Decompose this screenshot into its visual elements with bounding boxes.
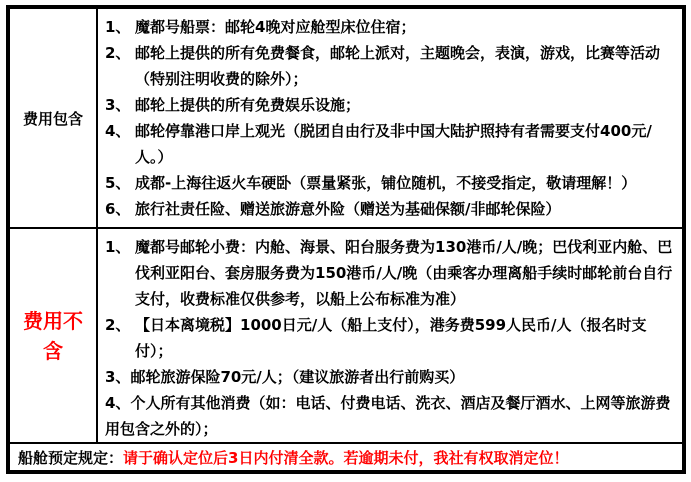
included-item-3 bbox=[105, 92, 674, 118]
excluded-row bbox=[10, 229, 682, 444]
included-item-4 bbox=[105, 118, 674, 170]
item-number: 4、 bbox=[105, 122, 131, 140]
item-number: 1、 bbox=[105, 18, 131, 36]
item-text: 个人所有其他消费（如：电话、付费电话、洗衣、酒店及餐厅酒水、上网等旅游费用包含之外的）； bbox=[105, 394, 671, 438]
excluded-item-3 bbox=[105, 364, 674, 390]
item-text: 邮轮上提供的所有免费娱乐设施； bbox=[135, 96, 361, 114]
item-number: 1、 bbox=[105, 238, 131, 256]
excluded-item-4 bbox=[105, 390, 674, 442]
included-item-5 bbox=[105, 170, 674, 196]
item-number: 6、 bbox=[105, 200, 131, 218]
excluded-label: 费用不含 bbox=[23, 308, 83, 363]
excluded-label-cell bbox=[10, 229, 98, 442]
item-text: 旅行社责任险、赠送旅游意外险（赠送为基础保额/非邮轮保险） bbox=[135, 200, 561, 218]
included-row bbox=[10, 9, 682, 229]
item-text: 魔都号船票：邮轮4晚对应舱型床位住宿； bbox=[135, 18, 416, 36]
included-item-1 bbox=[105, 14, 674, 40]
item-number: 2、 bbox=[105, 44, 131, 62]
item-text: 成都-上海往返火车硬卧（票量紧张，铺位随机，不接受指定，敬请理解！） bbox=[135, 174, 637, 192]
fee-table bbox=[6, 5, 686, 474]
item-text: 【日本离境税】1000日元/人（船上支付），港务费599人民币/人（报名时支付）； bbox=[135, 316, 647, 360]
item-text: 魔都号邮轮小费：内舱、海景、阳台服务费为130港币/人/晚；巴伐利亚内舱、巴伐利亚阳台、套房服务费为150港币/人/晚（由乘客办理离船手续时邮轮前台自行支付，收费标准仅供参考，以船上公布标准为准） bbox=[135, 238, 673, 308]
item-number: 5、 bbox=[105, 174, 131, 192]
item-text: 邮轮上提供的所有免费餐食，邮轮上派对，主题晚会，表演，游戏，比赛等活动（特别注明收费的除外）； bbox=[135, 44, 661, 88]
included-item-2 bbox=[105, 40, 674, 92]
included-content-cell bbox=[98, 9, 682, 227]
item-text: 邮轮旅游保险70元/人；（建议旅游者出行前购买） bbox=[130, 368, 465, 386]
item-number: 4、 bbox=[105, 394, 131, 412]
booking-row bbox=[10, 444, 682, 470]
excluded-item-2 bbox=[105, 312, 674, 364]
booking-notice: 请于确认定位后3日内付清全款。若逾期未付，我社有权取消定位！ bbox=[123, 448, 569, 467]
booking-label: 船舱预定规定： bbox=[18, 448, 124, 467]
included-item-6 bbox=[105, 196, 674, 222]
item-number: 3、 bbox=[105, 96, 131, 114]
excluded-content-cell bbox=[98, 229, 682, 442]
included-label-cell bbox=[10, 9, 98, 227]
item-text: 邮轮停靠港口岸上观光（脱团自由行及非中国大陆护照持有者需要支付400元/人。） bbox=[135, 122, 652, 166]
excluded-item-1 bbox=[105, 234, 674, 312]
item-number: 3、 bbox=[105, 368, 131, 386]
item-number: 2、 bbox=[105, 316, 131, 334]
included-label: 费用包含 bbox=[22, 109, 83, 128]
